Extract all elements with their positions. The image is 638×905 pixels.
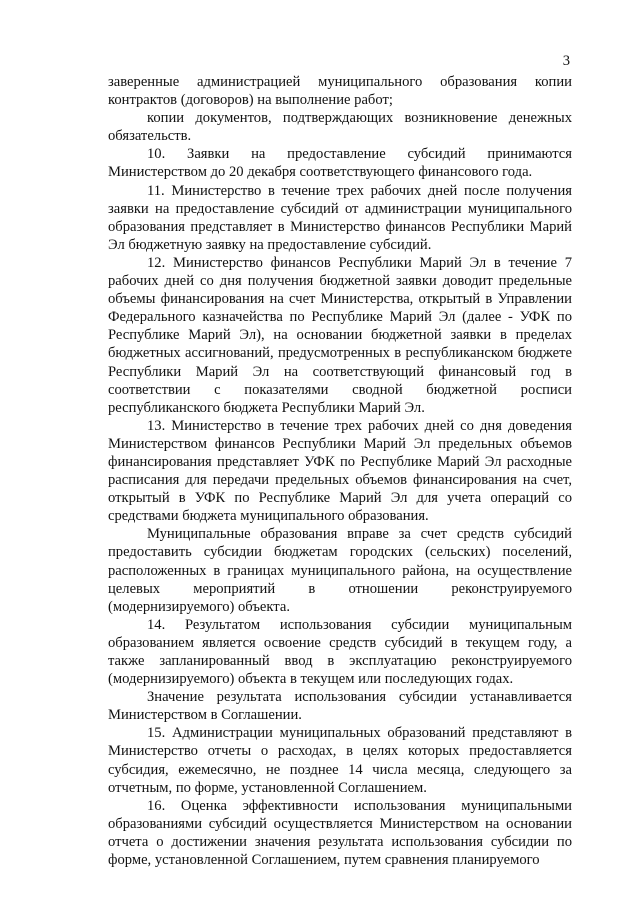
paragraph: 11. Министерство в течение трех рабочих дней после получения заявки на предоставление субсидий от администрации муниципального образования представляет в Министерство финансов Республики Марий Эл бюджетную заявку на предоставление субсидий.: [108, 182, 572, 253]
paragraph: заверенные администрацией муниципального образования копии контрактов (договоров) на выполнение работ;: [108, 74, 572, 109]
paragraph: 13. Министерство в течение трех рабочих дней со дня доведения Министерством финансов Республики Марий Эл предельных объемов финансирования представляет УФК по Республике Марий Эл расходные расписания для передачи предельных объемов финансирования на счет, открытый в УФК по Республике Марий Эл для учета операций со средствами бюджета муниципального образования.: [108, 417, 572, 525]
page-number: 3: [562, 53, 570, 69]
document-body: [108, 73, 572, 869]
paragraph: 14. Результатом использования субсидии муниципальным образованием является освоение средств субсидий в текущем году, а также запланированный ввод в эксплуатацию реконструируемого (модернизируемого) объекта в текущем или последующих годах.: [108, 616, 572, 688]
paragraph: 10. Заявки на предоставление субсидий принимаются Министерством до 20 декабря соответствующего финансового года.: [108, 146, 572, 181]
paragraph: 12. Министерство финансов Республики Марий Эл в течение 7 рабочих дней со дня получения бюджетной заявки доводит предельные объемы финансирования на счет Министерства, открытый в Управлении Федерального казначейства по Республике Марий Эл (далее - УФК по Республике Марий Эл), на основании бюджетной заявки в пределах бюджетных ассигнований, предусмотренных в республиканском бюджете Республики Марий Эл на соответствующий финансовый год в соответствии с показателями сводной бюджетной росписи республиканского бюджета Республики Марий Эл.: [108, 254, 572, 416]
paragraph: Муниципальные образования вправе за счет средств субсидий предоставить субсидии бюджетам городских (сельских) поселений, расположенных в границах муниципального района, на осуществление целевых мероприятий в отношении реконструируемого (модернизируемого) объекта.: [108, 526, 572, 615]
paragraph: 16. Оценка эффективности использования муниципальными образованиями субсидий осуществляется Министерством на основании отчета о достижении значения результата использования субсидии по форме, установленной Соглашением, путем сравнения планируемого: [108, 797, 572, 869]
paragraph: копии документов, подтверждающих возникновение денежных обязательств.: [108, 110, 572, 145]
paragraph: 15. Администрации муниципальных образований представляют в Министерство отчеты о расходах, в целях которых предоставляется субсидия, ежемесячно, не позднее 14 числа месяца, следующего за отчетным, по форме, установленной Соглашением.: [108, 725, 572, 796]
paragraph: Значение результата использования субсидии устанавливается Министерством в Соглашении.: [108, 689, 572, 724]
